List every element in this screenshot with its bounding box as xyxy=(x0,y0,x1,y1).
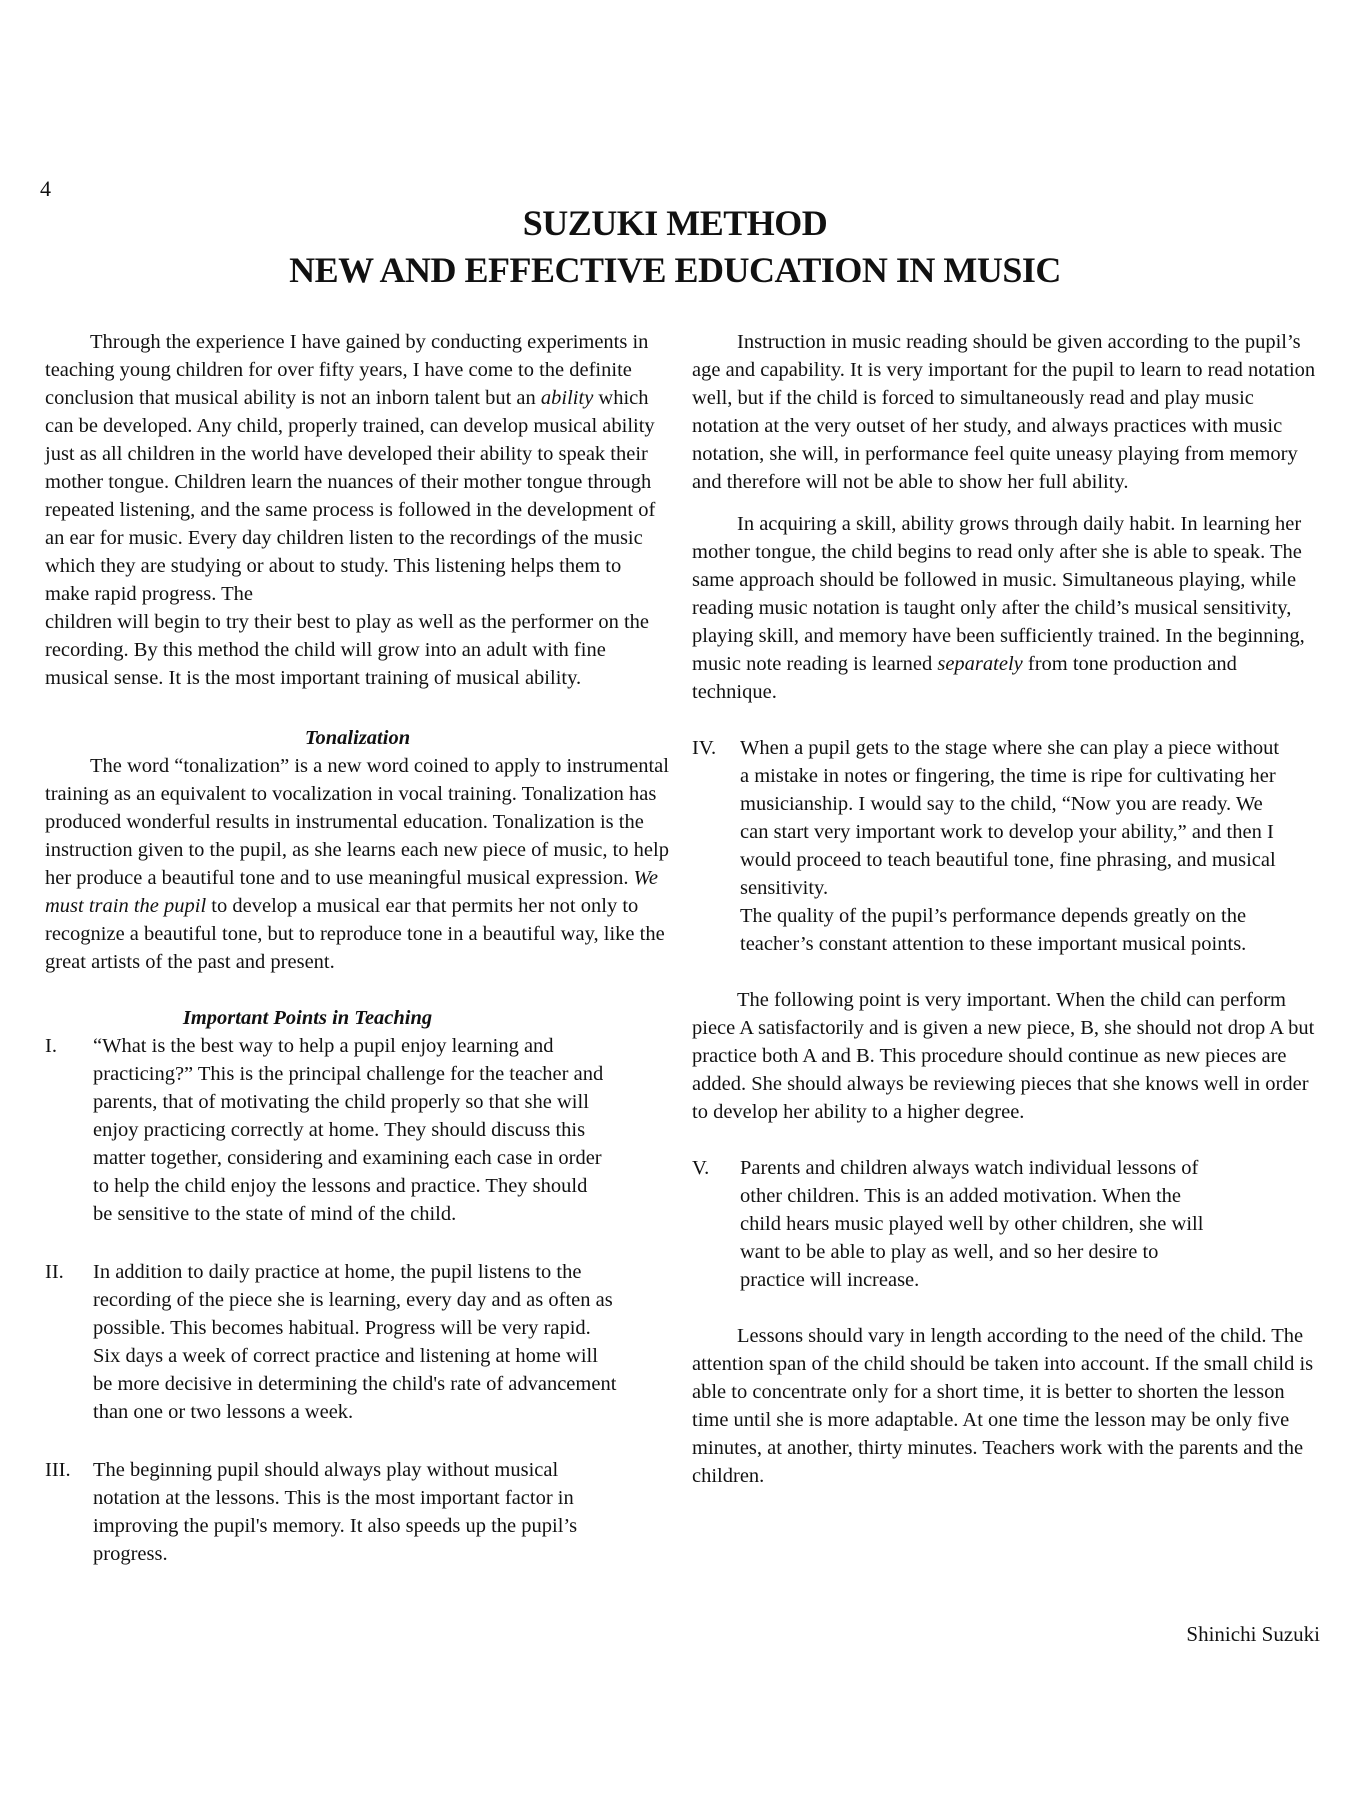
lessons-paragraph: Lessons should vary in length according to the need of the child. The attention span of the child should be taken into account. If the small child is able to concentrate only for a short time, it is better to shorten the lesson time until she is more adaptable. At one time the lesson may be only five minutes, at another, thirty minutes. Teachers work with the parents and the children. xyxy=(692,1325,1314,1487)
point-1 xyxy=(45,1032,670,1228)
point-3-numeral: III. xyxy=(45,1459,71,1481)
points-heading: Important Points in Teaching xyxy=(182,1007,433,1029)
left-column xyxy=(45,328,670,1568)
point-3-text: The beginning pupil should always play without musical notation at the lessons. This is the most important factor in improving the pupil's memory. It also speeds up the pupil’s progress. xyxy=(93,1459,578,1565)
point-2-numeral: II. xyxy=(45,1261,64,1283)
point-1-numeral: I. xyxy=(45,1035,57,1057)
point-5 xyxy=(692,1154,1325,1294)
reading-paragraph: Instruction in music reading should be given according to the pupil’s age and capability. It is very important for the pupil to learn to read notation well, but if the child is forced to simultaneously read and play music notation at the very outset of her study, and always practices with music notation, she will, in performance feel quite uneasy playing from memory and therefore will not be able to show her full ability. xyxy=(692,331,1316,493)
point-5-numeral: V. xyxy=(692,1157,710,1179)
tonalization-heading: Tonalization xyxy=(304,727,411,749)
skill-paragraph: In acquiring a skill, ability grows through daily habit. In learning her mother tongue, the child begins to read only after she is able to speak. The same approach should be followed in music. Simultaneous playing, while reading music notation is taught only after the child’s musical sensitivity, playing skill, and memory have been sufficiently trained. In the beginning, music note reading is learned separately from tone production and technique. xyxy=(692,513,1305,703)
right-column xyxy=(692,328,1325,1490)
point-2-text: In addition to daily practice at home, the pupil listens to the recording of the piece she is learning, every day and as often as possible. This becomes habitual. Progress will be very rapid. Six days a week of correct practice and listening at home will be more decisive in determining the child's rate of advancement than one or two lessons a week. xyxy=(93,1261,617,1423)
review-paragraph: The following point is very important. When the child can perform piece A satisfactorily and is given a new piece, B, she should not drop A but practice both A and B. This procedure should continue as new pieces are added. She should always be reviewing pieces that she knows well in order to develop her ability to a higher degree. xyxy=(692,989,1315,1123)
title-line-2: NEW AND EFFECTIVE EDUCATION IN MUSIC xyxy=(289,250,1061,290)
point-4-text: When a pupil gets to the stage where she can play a piece without a mistake in notes or fingering, the time is ripe for cultivating her musicianship. I would say to the child, “Now you are ready. We can start very important work to develop your ability,” and then I would proceed to teach beautiful tone, fine phrasing, and musical sensitivity. The quality of the pupil’s performance depends greatly on the teacher’s constant attention to these important musical points. xyxy=(740,737,1280,955)
point-1-text: “What is the best way to help a pupil enjoy learning and practicing?” This is the principal challenge for the teacher and parents, that of motivating the child properly so that she will enjoy practicing correctly at home. They should discuss this matter together, considering and examining each case in order to help the child enjoy the lessons and practice. They should be sensitive to the state of mind of the child. xyxy=(93,1035,604,1225)
intro-paragraph-continued: children will begin to try their best to play as well as the performer on the recording. By this method the child will grow into an adult with fine musical sense. It is the most important training of musical ability. xyxy=(45,611,650,689)
tonalization-paragraph: The word “tonalization” is a new word coined to apply to instrumental training as an equivalent to vocalization in vocal training. Tonalization has produced wonderful results in instrumental education. Tonalization is the instruction given to the pupil, as she learns each new piece of music, to help her produce a beautiful tone and to use meaningful musical expression. We must train the pupil to develop a musical ear that permits her not only to recognize a beautiful tone, but to reproduce tone in a beautiful way, like the great artists of the past and present. xyxy=(45,755,669,973)
point-4 xyxy=(692,734,1325,958)
point-2 xyxy=(45,1258,670,1426)
page-title xyxy=(0,200,1350,294)
author-signature: Shinichi Suzuki xyxy=(1186,1622,1320,1646)
page-number: 4 xyxy=(40,176,51,201)
point-5-text: Parents and children always watch individual lessons of other children. This is an added motivation. When the child hears music played well by other children, she will want to be able to play as well, and so her desire to practice will increase. xyxy=(740,1157,1204,1291)
point-3 xyxy=(45,1456,670,1568)
title-line-1: SUZUKI METHOD xyxy=(522,203,828,243)
intro-paragraph: Through the experience I have gained by conducting experiments in teaching young children for over fifty years, I have come to the definite conclusion that musical ability is not an inborn talent but an ability which can be developed. Any child, properly trained, can develop musical ability just as all children in the world have developed their ability to speak their mother tongue. Children learn the nuances of their mother tongue through repeated listening, and the same process is followed in the development of an ear for music. Every day children listen to the recordings of the music which they are studying or about to study. This listening helps them to make rapid progress. The xyxy=(45,331,656,605)
point-4-numeral: IV. xyxy=(692,737,717,759)
